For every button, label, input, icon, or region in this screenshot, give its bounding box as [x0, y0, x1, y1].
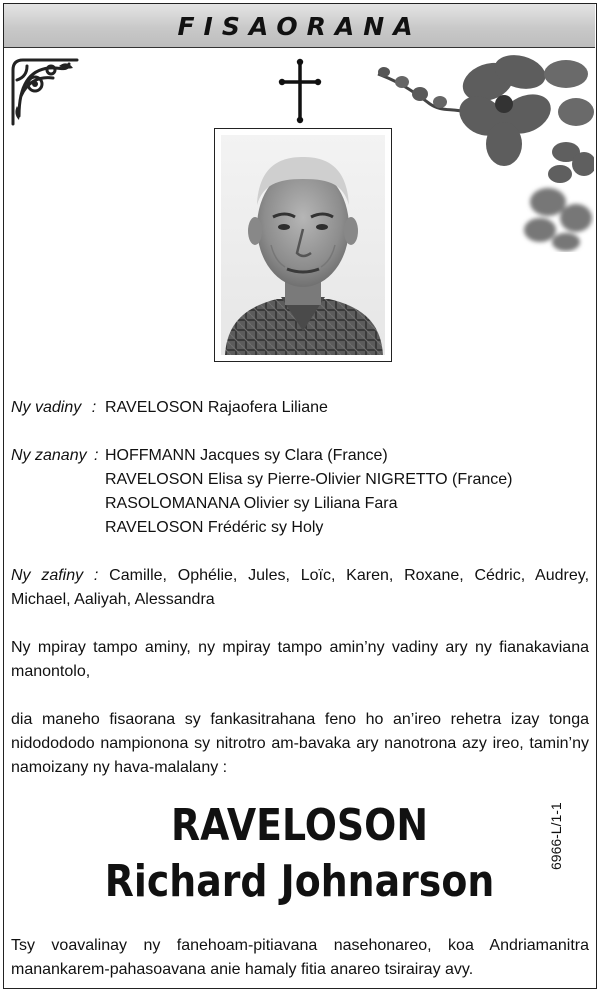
children-colon: :	[94, 447, 99, 464]
deceased-surname: RAVELOSON	[170, 800, 429, 851]
corner-ornament-icon	[9, 56, 81, 128]
grandchildren-names-1: Camille, Ophélie, Jules, Loïc, Karen, Roxane, Cédric, Audrey,	[109, 567, 590, 584]
orchid-flowers-icon	[370, 52, 594, 252]
portrait-photo-icon	[221, 135, 385, 355]
grandchildren-names-2: Michael, Aaliyah, Alessandra	[11, 591, 215, 608]
banner-title: FISAORANA	[177, 12, 422, 41]
widow-label: Ny vadiny	[11, 399, 82, 416]
list-item: HOFFMANN Jacques sy Clara (France)	[105, 447, 388, 464]
grandchildren-label: Ny zafiny :	[11, 567, 99, 584]
children-list	[105, 444, 512, 540]
list-item: RAVELOSON Elisa sy Pierre-Olivier NIGRETTO (France)	[105, 471, 513, 488]
children-row	[11, 444, 99, 468]
reference-code: 6966-L/1-1	[548, 802, 564, 870]
obituary-notice	[3, 3, 597, 989]
closing-paragraph: Tsy voavalinay ny fanehoam-pitiavana nasehonareo, koa Andriamanitra manankarem-pahasoavana anie hamaly fitia anareo tsirairay avy.	[11, 937, 589, 978]
list-item: RASOLOMANANA Olivier sy Liliana Fara	[105, 495, 398, 512]
family-paragraph: Ny mpiray tampo aminy, ny mpiray tampo amin’ny vadiny ary ny fianakaviana manontolo,	[11, 639, 589, 680]
grandchildren-line-1	[11, 564, 589, 588]
deceased-given-names: Richard Johnarson	[104, 856, 495, 907]
list-item: RAVELOSON Frédéric sy Holy	[105, 519, 324, 536]
thanks-paragraph: dia maneho fisaorana sy fankasitrahana feno ho an’ireo rehetra izay tonga nidodododo nampionona sy nitrotro am-bavaka ary nanotrona azy ireo, tamin’ny namoizany ny hava-malalany :	[11, 711, 589, 776]
widow-name: RAVELOSON Rajaofera Liliane	[105, 399, 328, 416]
portrait-frame	[214, 128, 392, 362]
widow-colon: :	[91, 399, 97, 416]
children-label: Ny zanany	[11, 447, 87, 464]
cross-icon	[276, 58, 324, 124]
widow-row	[11, 396, 96, 420]
header-banner	[4, 4, 595, 48]
